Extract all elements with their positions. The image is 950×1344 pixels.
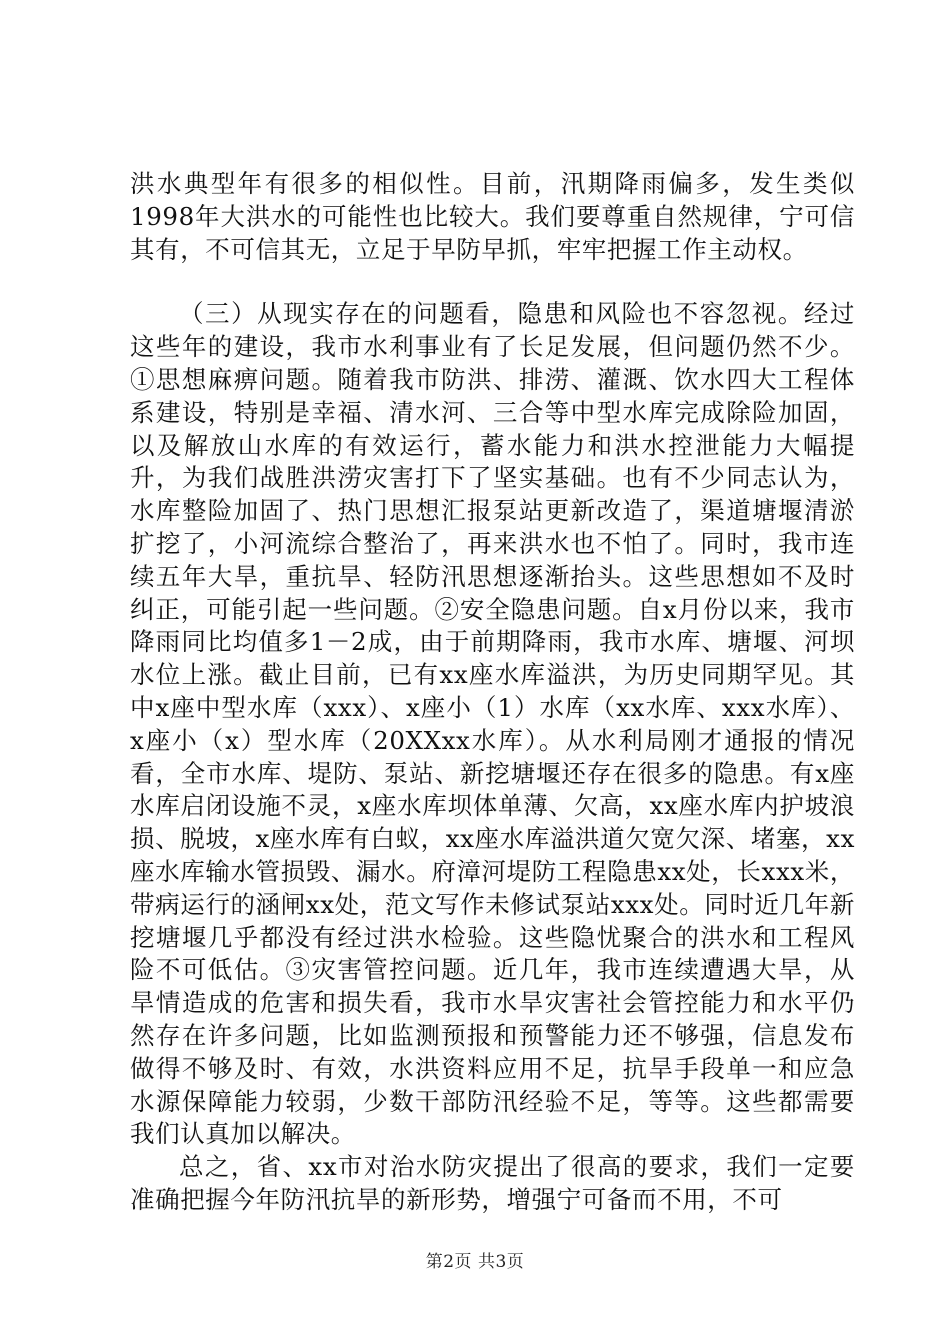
page-number-footer: 第2页 共3页	[425, 1252, 525, 1272]
paragraph-gap	[130, 266, 855, 298]
paragraph-3: 总之，省、xx市对治水防灾提出了很高的要求，我们一定要准确把握今年防汛抗旱的新形势，增强宁可备而不用，不可	[130, 1152, 855, 1214]
document-body	[130, 168, 855, 1217]
paragraph-1: 洪水典型年有很多的相似性。目前，汛期降雨偏多，发生类似1998年大洪水的可能性也比较大。我们要尊重自然规律，宁可信其有，不可信其无，立足于早防早抓，牢牢把握工作主动权。	[130, 169, 855, 264]
paragraph-2: （三）从现实存在的问题看，隐患和风险也不容忽视。经过这些年的建设，我市水利事业有了长足发展，但问题仍然不少。①思想麻痹问题。随着我市防洪、排涝、灌溉、饮水四大工程体系建设，特别是幸福、清水河、三合等中型水库完成除险加固，以及解放山水库的有效运行，蓄水能力和洪水控泄能力大幅提升，为我们战胜洪涝灾害打下了坚实基础。也有不少同志认为，水库整险加固了、热门思想汇报泵站更新改造了，渠道塘堰清淤扩挖了，小河流综合整治了，再来洪水也不怕了。同时，我市连续五年大旱，重抗旱、轻防汛思想逐渐抬头。这些思想如不及时纠正，可能引起一些问题。②安全隐患问题。自x月份以来，我市降雨同比均值多1－2成，由于前期降雨，我市水库、塘堰、河坝水位上涨。截止目前，已有xx座水库溢洪，为历史同期罕见。其中x座中型水库（xxx）、x座小（1）水库（xx水库、xxx水库）、x座小（x）型水库（20XXxx水库）。从水利局刚才通报的情况看，全市水库、堤防、泵站、新挖塘堰还存在很多的隐患。有x座水库启闭设施不灵，x座水库坝体单薄、欠高，xx座水库内护坡浪损、脱坡，x座水库有白蚁，xx座水库溢洪道欠宽欠深、堵塞，xx座水库输水管损毁、漏水。府漳河堤防工程隐患xx处，长xxx米，带病运行的涵闸xx处，范文写作未修试泵站xxx处。同时近几年新挖塘堰几乎都没有经过洪水检验。这些隐忧聚合的洪水和工程风险不可低估。③灾害管控问题。近几年，我市连续遭遇大旱，从旱情造成的危害和损失看，我市水旱灾害社会管控能力和水平仍然存在许多问题，比如监测预报和预警能力还不够强，信息发布做得不够及时、有效，水洪资料应用不足，抗旱手段单一和应急水源保障能力较弱，少数干部防汛经验不足，等等。这些都需要我们认真加以解决。	[130, 299, 855, 1149]
